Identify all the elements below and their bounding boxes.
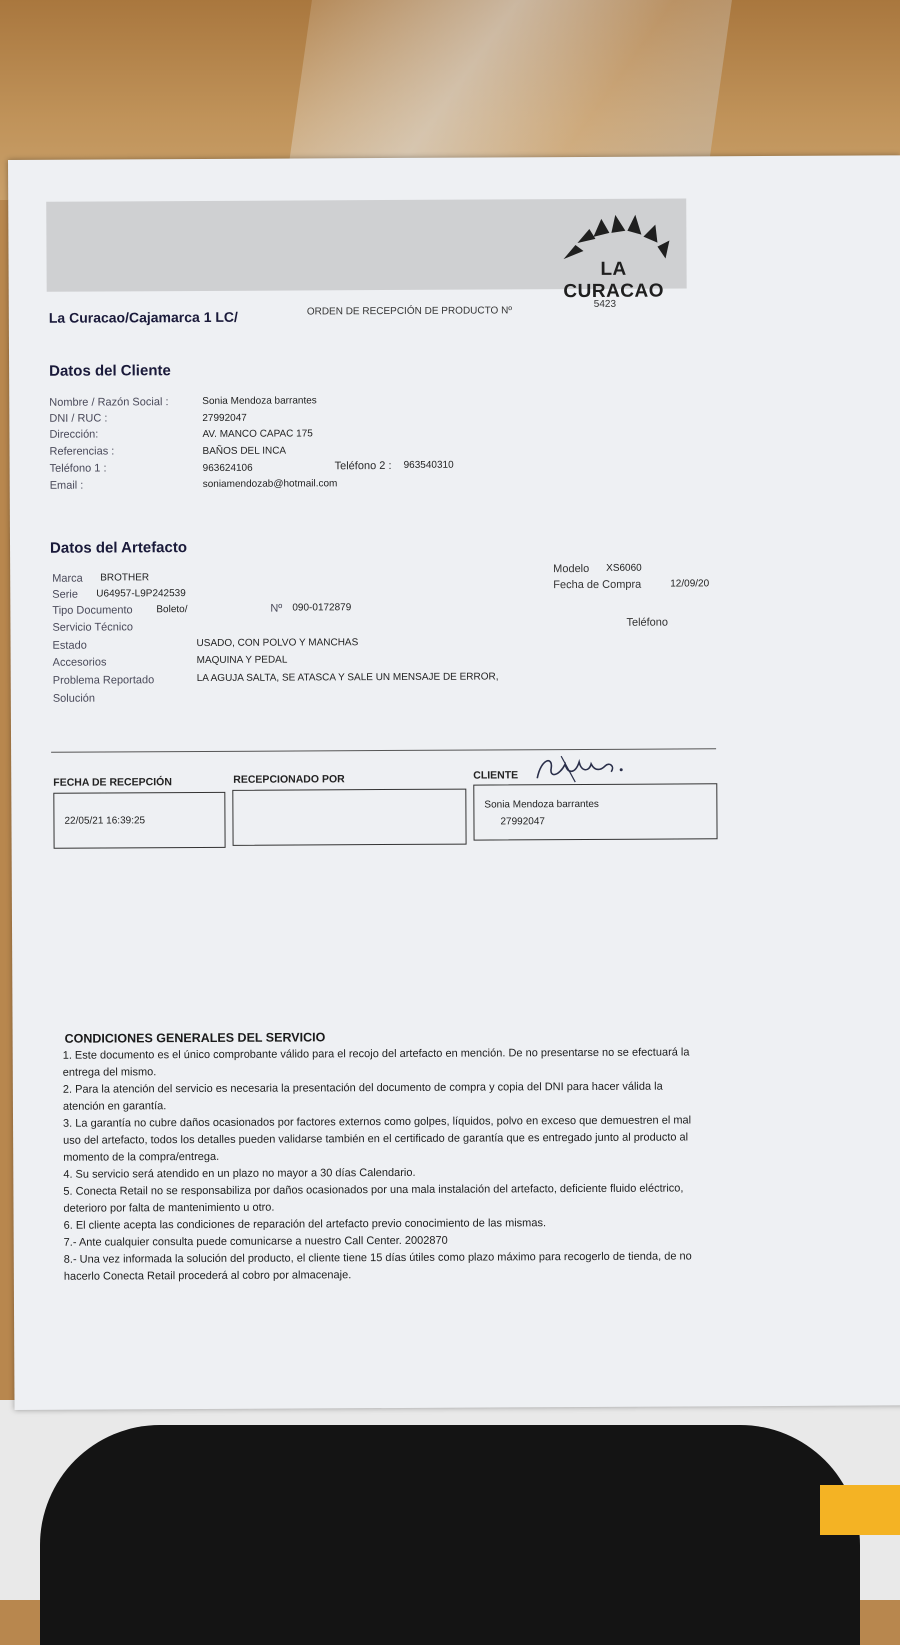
- condition-item-1: 1. Este documento es el único comprobante válido para el recojo del artefacto en mención. De no presentarse no se efectuará la entrega del mismo.: [62, 1046, 690, 1079]
- client-dni-label: DNI / RUC :: [49, 412, 108, 425]
- artifact-accessories-value: MAQUINA Y PEDAL: [196, 654, 288, 667]
- la-curacao-logo: [553, 207, 673, 303]
- client-box: [473, 783, 717, 840]
- artifact-accessories-label: Accesorios: [52, 656, 107, 669]
- client-box-dni: 27992047: [500, 816, 546, 828]
- client-signature-icon: [531, 752, 631, 787]
- client-phone1-label: Teléfono 1 :: [49, 462, 107, 475]
- artifact-serial-value: U64957-L9P242539: [96, 588, 186, 600]
- artifact-service-label: Servicio Técnico: [52, 621, 133, 634]
- artifact-brand-label: Marca: [52, 572, 83, 585]
- client-address-label: Dirección:: [49, 428, 99, 441]
- client-box-name: Sonia Mendoza barrantes: [484, 798, 599, 811]
- client-section-title: Datos del Cliente: [49, 362, 171, 380]
- reception-date-box: [53, 792, 225, 849]
- document-page: [8, 155, 900, 1410]
- condition-item-6: 6. El cliente acepta las condiciones de reparación del artefacto previo conocimiento de las mismas.: [63, 1217, 547, 1232]
- client-phone1-value: 963624106: [202, 462, 253, 474]
- artifact-serial-label: Serie: [52, 588, 78, 601]
- background-plastic-wrap: [288, 0, 732, 170]
- artifact-state-label: Estado: [52, 639, 87, 652]
- condition-item-4: 4. Su servicio será atendido en un plazo no mayor a 30 días Calendario.: [63, 1166, 416, 1181]
- artifact-phone-label: Teléfono: [626, 616, 669, 629]
- client-phone2-value: 963540310: [403, 459, 454, 471]
- logo-text: LA CURACAO: [563, 258, 665, 303]
- client-references-label: Referencias :: [49, 445, 115, 458]
- artifact-doc-no-value: 090-0172879: [292, 602, 352, 614]
- client-phone2-label: Teléfono 2 :: [334, 459, 392, 473]
- client-email-label: Email :: [49, 479, 84, 492]
- order-label: ORDEN DE RECEPCIÓN DE PRODUCTO Nº: [306, 305, 512, 318]
- received-by-header: RECEPCIONADO POR: [233, 773, 345, 786]
- background-yellow-object: [820, 1485, 900, 1535]
- condition-item-7: 7.- Ante cualquier consulta puede comunicarse a nuestro Call Center. 2002870: [63, 1234, 448, 1249]
- client-email-value: soniamendozab@hotmail.com: [202, 478, 338, 490]
- client-header: CLIENTE: [473, 769, 519, 782]
- store-name: La Curacao/Cajamarca 1 LC/: [48, 308, 238, 326]
- artifact-state-value: USADO, CON POLVO Y MANCHAS: [196, 637, 359, 650]
- client-name-label: Nombre / Razón Social :: [49, 396, 169, 409]
- artifact-purchase-label: Fecha de Compra: [553, 578, 642, 592]
- artifact-doc-type-value: Boleto/: [156, 604, 188, 616]
- artifact-doc-no-label: Nº: [270, 602, 283, 615]
- conditions-title: CONDICIONES GENERALES DEL SERVICIO: [64, 1030, 326, 1046]
- client-references-value: BAÑOS DEL INCA: [202, 445, 287, 457]
- artifact-doc-type-label: Tipo Documento: [52, 604, 133, 617]
- condition-item-8: 8.- Una vez informada la solución del producto, el cliente tiene 15 días útiles como plazo máximo para recogerlo de tienda, de no hacerlo Conecta Retail procederá al cobro por almacenaje.: [63, 1250, 692, 1283]
- artifact-problem-label: Problema Reportado: [52, 674, 155, 687]
- received-by-box: [232, 789, 466, 846]
- order-number: 5423: [593, 298, 617, 310]
- artifact-model-label: Modelo: [553, 562, 590, 576]
- condition-item-5: 5. Conecta Retail no se responsabiliza por daños ocasionados por una mala instalación del artefacto, deficiente fluido eléctrico, deterioro por falta de mantenimiento u otro.: [63, 1182, 684, 1215]
- background-dark-object: [40, 1425, 860, 1645]
- artifact-section-title: Datos del Artefacto: [49, 539, 188, 557]
- client-address-value: AV. MANCO CAPAC 175: [202, 428, 313, 440]
- reception-date-value: 22/05/21 16:39:25: [64, 815, 146, 827]
- artifact-problem-value: LA AGUJA SALTA, SE ATASCA Y SALE UN MENSAJE DE ERROR,: [196, 671, 499, 685]
- conditions-list: [63, 1044, 704, 1285]
- reception-date-header: FECHA DE RECEPCIÓN: [53, 776, 172, 789]
- artifact-solution-label: Solución: [52, 692, 96, 705]
- artifact-purchase-value: 12/09/20: [670, 578, 710, 590]
- artifact-model-value: XS6060: [606, 562, 642, 574]
- artifact-brand-value: BROTHER: [100, 572, 150, 584]
- client-dni-value: 27992047: [202, 412, 247, 424]
- condition-item-2: 2. Para la atención del servicio es necesaria la presentación del documento de compra y copia del DNI para hacer válida la atención en garantía.: [62, 1080, 663, 1113]
- sunburst-logo-icon: [553, 207, 673, 263]
- condition-item-3: 3. La garantía no cubre daños ocasionados por factores externos como golpes, líquidos, polvo en exceso que demuestren el mal uso del artefacto, todos los detalles pueden validarse también en el certificado de garantía que es entregado junto al producto al momento de la compra/entrega.: [63, 1114, 692, 1164]
- client-name-value: Sonia Mendoza barrantes: [202, 395, 317, 407]
